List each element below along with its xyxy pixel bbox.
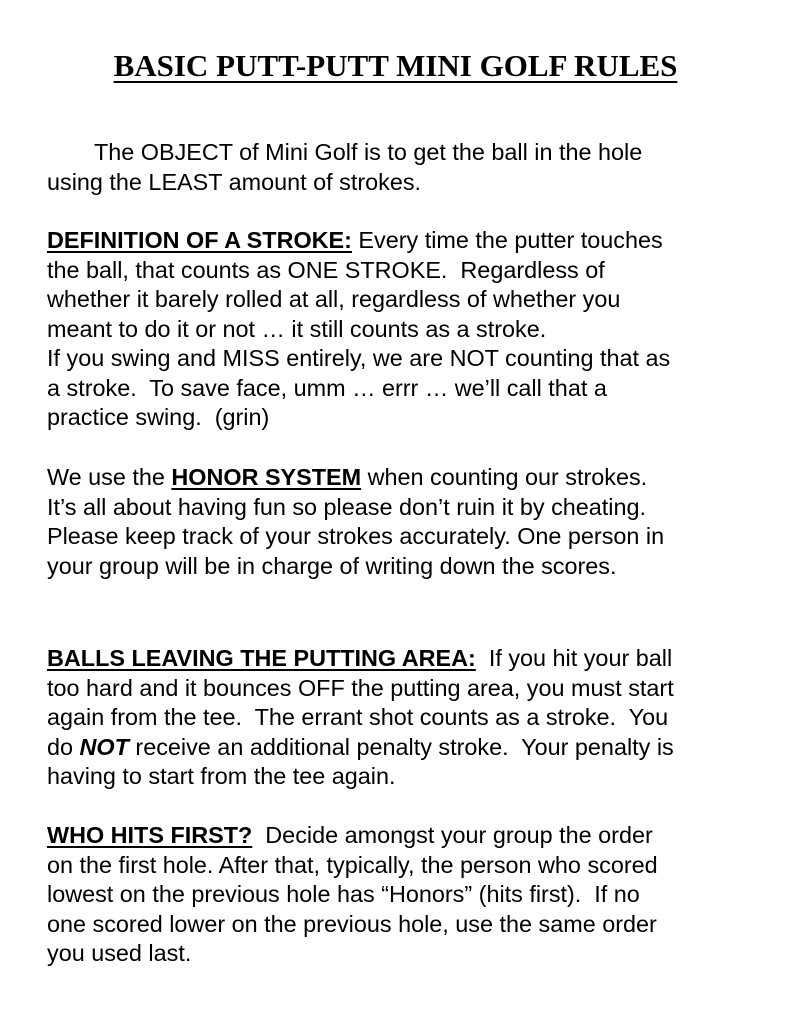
stroke-heading: DEFINITION OF A STROKE: (47, 227, 352, 253)
honor-system-emphasis: HONOR SYSTEM (171, 464, 362, 490)
balls-leaving-section (47, 644, 767, 792)
honor-line-1-post: when counting our strokes. (361, 464, 648, 490)
first-heading: WHO HITS FIRST? (47, 822, 253, 848)
honor-line-2: It’s all about having fun so please don’t ruin it by cheating. (47, 493, 647, 520)
first-line-1-text: Decide amongst your group the order (252, 822, 653, 848)
balls-line-3: again from the tee. The errant shot counts as a stroke. You (47, 704, 669, 730)
stroke-line-2: the ball, that counts as ONE STROKE. Regardless of (47, 256, 605, 283)
stroke-line-5: If you swing and MISS entirely, we are NOT counting that as (47, 345, 671, 371)
honor-line-4: your group will be in charge of writing down the scores. (47, 552, 617, 579)
balls-line-5: having to start from the tee again. (47, 763, 396, 789)
stroke-line-1 (47, 226, 767, 256)
not-emphasis: NOT (79, 733, 129, 760)
first-line-2: on the first hole. After that, typically, the person who scored (47, 851, 658, 878)
balls-line-1 (47, 644, 767, 674)
balls-line-4-pre: do (47, 733, 80, 760)
honor-system-paragraph (47, 463, 767, 581)
honor-line-1-pre: We use the (47, 464, 172, 490)
stroke-line-1-text: Every time the putter touches (351, 227, 663, 253)
object-line-2: using the LEAST amount of strokes. (47, 168, 422, 195)
balls-line-4-post: receive an additional penalty stroke. Your penalty is (128, 733, 674, 760)
stroke-line-4: meant to do it or not … it still counts as a stroke. (47, 315, 547, 342)
balls-heading: BALLS LEAVING THE PUTTING AREA: (47, 645, 476, 671)
first-line-3: lowest on the previous hole has “Honors” (hits first). If no (47, 881, 640, 907)
first-line-4: one scored lower on the previous hole, use the same order (47, 910, 657, 937)
page-title: BASIC PUTT-PUTT MINI GOLF RULES (113, 48, 678, 83)
first-line-1 (47, 821, 767, 851)
who-hits-first-section (47, 821, 767, 969)
stroke-line-6: a stroke. To save face, umm … errr … we’ll call that a (47, 374, 607, 401)
first-line-5: you used last. (47, 940, 192, 966)
stroke-line-7: practice swing. (grin) (47, 404, 270, 430)
balls-line-2: too hard and it bounces OFF the putting area, you must start (47, 674, 674, 701)
balls-line-1-text: If you hit your ball (475, 645, 673, 671)
honor-line-3: Please keep track of your strokes accurately. One person in (47, 523, 665, 549)
balls-line-4 (47, 733, 767, 763)
object-line-1: The OBJECT of Mini Golf is to get the ball in the hole (94, 139, 643, 165)
stroke-definition-section (47, 226, 767, 433)
object-paragraph (47, 138, 767, 197)
honor-line-1 (47, 463, 767, 493)
stroke-line-3: whether it barely rolled at all, regardless of whether you (47, 286, 621, 312)
